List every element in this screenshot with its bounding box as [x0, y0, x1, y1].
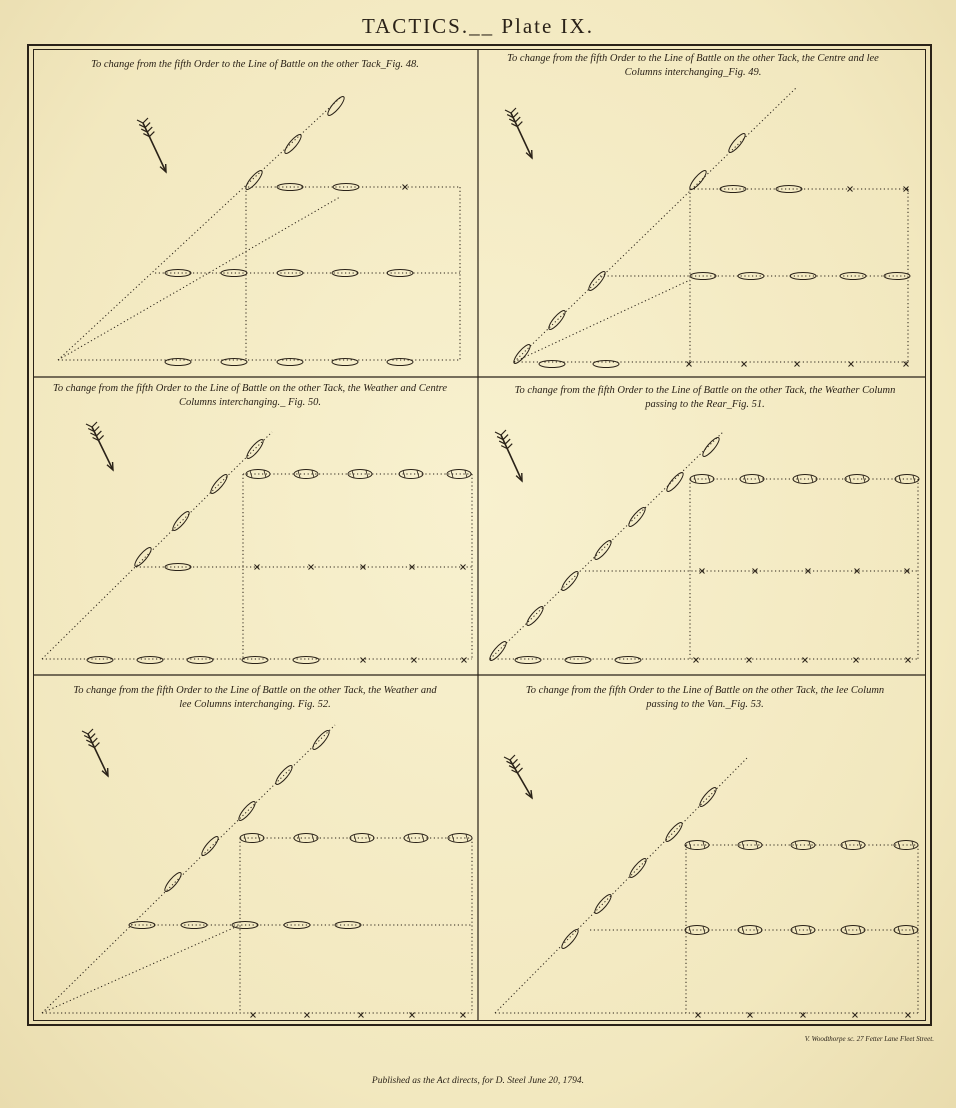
wind-arrow-shaft [143, 123, 166, 172]
ship-bow-mark [298, 471, 300, 478]
station-cross-marker [853, 1013, 858, 1018]
dotted-line [495, 757, 748, 1013]
caption-fig-49: To change from the fifth Order to the Line of Battle on the other Tack, the Centre and lee Columns interchanging_Fig. 49. [507, 53, 879, 78]
station-cross-marker [410, 1013, 415, 1018]
dotted-line [42, 432, 272, 659]
wind-arrow-shaft [501, 435, 522, 481]
ship-stern-mark [912, 842, 914, 849]
wind-arrow-shaft [92, 427, 113, 470]
panel-dividers [33, 49, 926, 1021]
dotted-line [42, 725, 335, 1013]
station-cross-marker [854, 658, 859, 663]
ship-icon [701, 436, 722, 459]
wind-arrow-feather [505, 108, 516, 113]
ship-stern-mark [703, 842, 705, 849]
ship-icon [242, 657, 268, 664]
wind-arrow-feather [86, 422, 97, 427]
caption-fig-52: To change from the fifth Order to the Line of Battle on the other Tack, the Weather and lee Columns interchanging. Fig. 52. [73, 685, 437, 710]
station-cross-marker [849, 362, 854, 367]
station-cross-marker [359, 1013, 364, 1018]
wind-arrow-feather [507, 759, 518, 764]
ship-icon [547, 309, 568, 332]
ship-icon [727, 132, 748, 155]
ship-stern-mark [859, 842, 861, 849]
station-cross-marker [305, 1013, 310, 1018]
station-cross-marker [461, 565, 466, 570]
ship-icon [560, 570, 581, 593]
wind-arrow-feather [504, 755, 515, 760]
ship-stern-mark [366, 471, 368, 478]
station-cross-marker [803, 658, 808, 663]
ship-icon [332, 359, 358, 366]
ship-icon [245, 438, 266, 461]
ship-icon [565, 657, 591, 664]
wind-arrow-feather [509, 764, 520, 769]
ship-icon [515, 657, 541, 664]
ship-icon [171, 510, 192, 533]
dotted-line [58, 98, 340, 360]
wind-arrow-feather [495, 430, 506, 435]
station-cross-marker [747, 658, 752, 663]
engraver-credit: V. Woodthorpe sc. 27 Fetter Lane Fleet Street. [804, 1035, 934, 1043]
ship-icon [326, 95, 347, 118]
wind-arrow-shaft [510, 760, 532, 798]
ship-stern-mark [465, 471, 467, 478]
ship-stern-mark [809, 842, 811, 849]
ship-stern-mark [466, 835, 468, 842]
ship-stern-mark [758, 476, 760, 483]
ship-icon [137, 657, 163, 664]
ship-icon [283, 133, 304, 156]
caption-fig-51: To change from the fifth Order to the Line of Battle on the other Tack, the Weather Column passing to the Rear_Fig. 51. [514, 385, 896, 410]
station-cross-marker [795, 362, 800, 367]
station-cross-marker [361, 658, 366, 663]
plate-title: TACTICS.__ Plate IX. [362, 14, 594, 38]
ship-icon [294, 470, 318, 479]
ship-icon [293, 657, 319, 664]
dotted-line [42, 925, 240, 1013]
ship-icon [87, 657, 113, 664]
ship-icon [163, 871, 184, 894]
ship-icon [165, 359, 191, 366]
ship-icon [560, 928, 581, 951]
station-cross-marker [412, 658, 417, 663]
ship-icon [237, 800, 258, 823]
station-cross-marker [696, 1013, 701, 1018]
station-cross-marker [251, 1013, 256, 1018]
ship-icon [688, 169, 709, 192]
station-cross-marker [403, 185, 408, 190]
ship-icon [311, 729, 332, 752]
ship-stern-mark [756, 842, 758, 849]
ship-icon [133, 546, 154, 569]
station-cross-marker [848, 187, 853, 192]
ship-icon [209, 473, 230, 496]
ship-icon [244, 169, 265, 192]
wind-arrow-shaft [511, 113, 532, 158]
ship-icon [628, 857, 649, 880]
dotted-line [514, 280, 690, 362]
dotted-line [490, 432, 723, 659]
ship-stern-mark [863, 476, 865, 483]
ship-icon [200, 835, 221, 858]
station-cross-marker [906, 658, 911, 663]
station-cross-marker [462, 658, 467, 663]
caption-fig-50: To change from the fifth Order to the Line of Battle on the other Tack, the Weather and Centre Columns interchanging._ Fig. 50. [52, 383, 447, 408]
ship-icon [615, 657, 641, 664]
ship-icon [698, 786, 719, 809]
dotted-line [514, 88, 796, 362]
station-cross-marker [694, 658, 699, 663]
ship-stern-mark [422, 835, 424, 842]
ship-icon [627, 506, 648, 529]
ship-icon [274, 764, 295, 787]
ship-icon [665, 471, 686, 494]
wind-arrow-shaft [88, 734, 108, 776]
station-cross-marker [906, 1013, 911, 1018]
wind-arrow-feather [512, 768, 523, 773]
ship-icon [587, 270, 608, 293]
station-cross-marker [742, 362, 747, 367]
publication-line: Published as the Act directs, for D. Steel June 20, 1794. [371, 1076, 585, 1086]
ship-stern-mark [264, 471, 266, 478]
station-cross-marker [309, 565, 314, 570]
wind-arrow-feather [137, 118, 148, 123]
caption-fig-53: To change from the fifth Order to the Line of Battle on the other Tack, the lee Column passing to the Van._Fig. 53. [525, 685, 885, 710]
ship-bow-mark [298, 835, 300, 842]
wind-arrow-feather [82, 729, 93, 734]
ship-icon [664, 821, 685, 844]
station-cross-marker [461, 1013, 466, 1018]
dotted-line [58, 197, 340, 360]
ship-icon [187, 657, 213, 664]
caption-fig-48: To change from the fifth Order to the Line of Battle on the other Tack_Fig. 48. [91, 59, 419, 70]
